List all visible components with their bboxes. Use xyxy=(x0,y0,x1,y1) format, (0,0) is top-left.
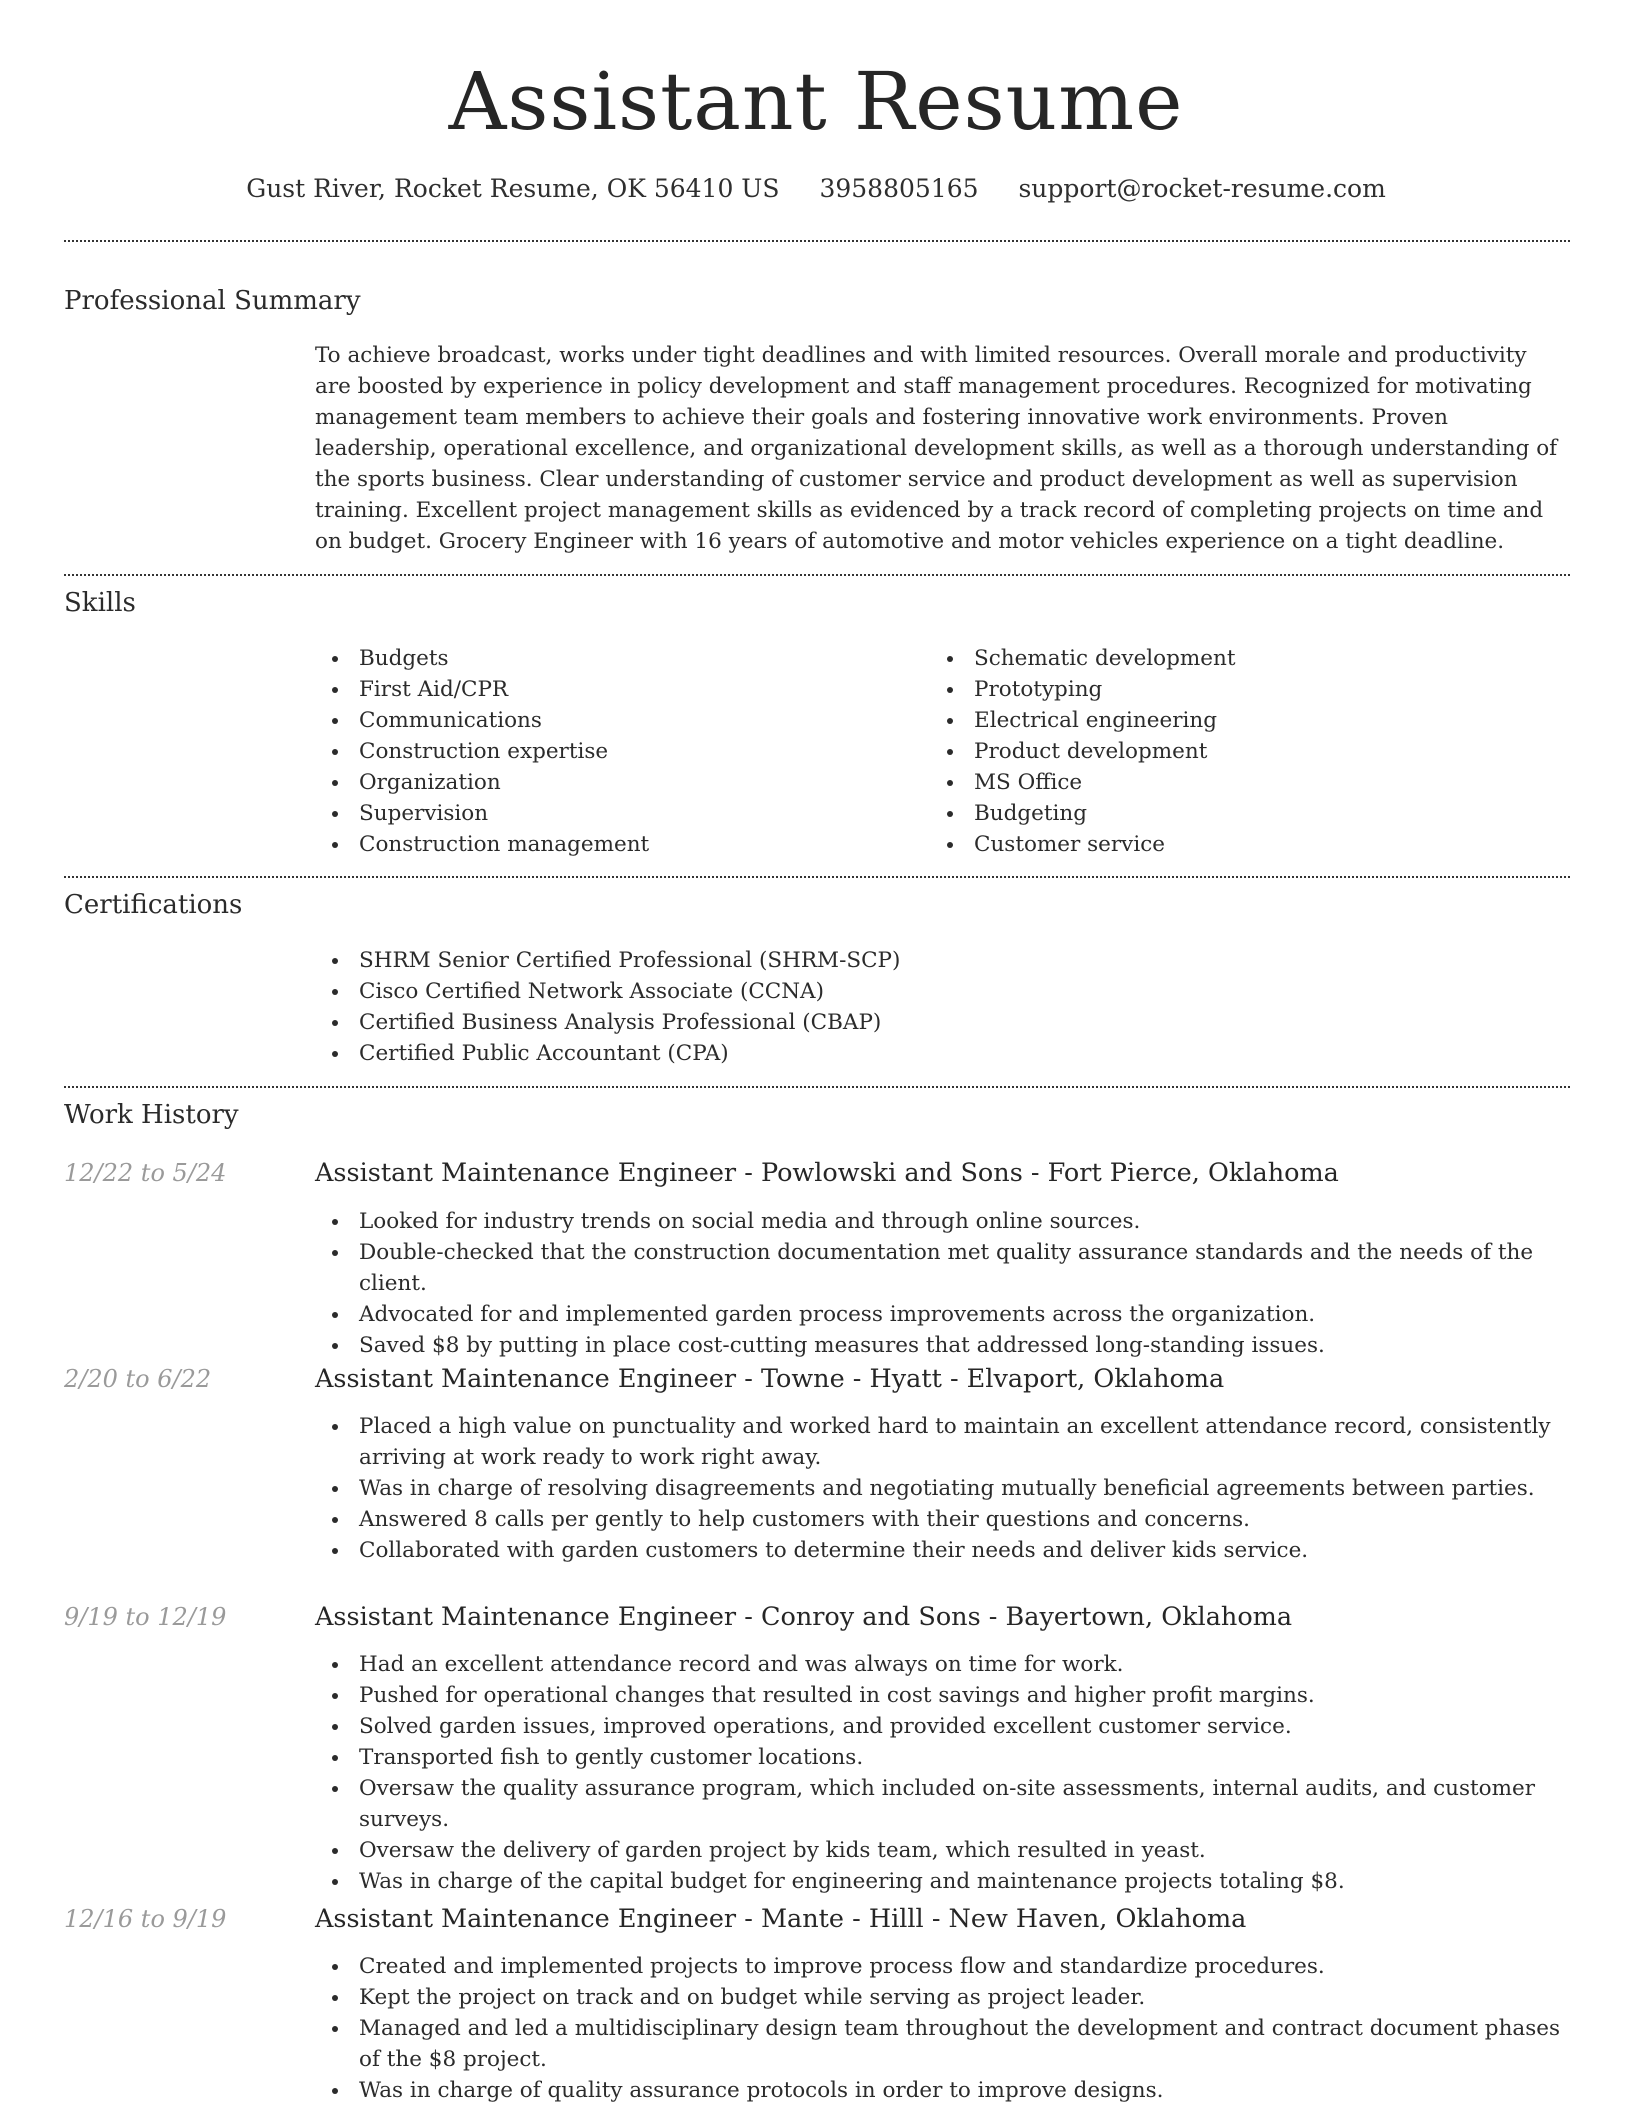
job-dates: 2/20 to 6/22 xyxy=(64,1365,212,1393)
job-bullets xyxy=(315,1649,1565,1897)
job-bullet: Placed a high value on punctuality and worked hard to maintain an excellent attendance record, consistently arriving at work ready to work right away. xyxy=(315,1411,1565,1473)
certifications-list xyxy=(315,945,1565,1069)
job-bullet: Pushed for operational changes that resulted in cost savings and higher profit margins. xyxy=(315,1680,1565,1711)
job-title: Assistant Maintenance Engineer - Powlowski and Sons - Fort Pierce, Oklahoma xyxy=(315,1158,1339,1188)
job-bullet: Solved garden issues, improved operations, and provided excellent customer service. xyxy=(315,1711,1565,1742)
skills-list-left xyxy=(315,643,915,860)
work-history-heading: Work History xyxy=(64,1100,239,1130)
job-title: Assistant Maintenance Engineer - Conroy and Sons - Bayertown, Oklahoma xyxy=(315,1602,1293,1632)
job-bullet: Was in charge of resolving disagreements and negotiating mutually beneficial agreements between parties. xyxy=(315,1473,1565,1504)
skill-item: Customer service xyxy=(930,829,1530,860)
skill-item: Budgeting xyxy=(930,798,1530,829)
skill-item: Construction management xyxy=(315,829,915,860)
job-bullet: Created and implemented projects to improve process flow and standardize procedures. xyxy=(315,1951,1565,1982)
section-divider xyxy=(64,240,1570,242)
contact-email[interactable]: support@rocket-resume.com xyxy=(1018,174,1386,203)
skill-item: Product development xyxy=(930,736,1530,767)
job-bullet: Managed and led a multidisciplinary design team throughout the development and contract document phases of the $8 project. xyxy=(315,2013,1565,2075)
job-title: Assistant Maintenance Engineer - Mante - Hilll - New Haven, Oklahoma xyxy=(315,1904,1247,1934)
skill-item: Schematic development xyxy=(930,643,1530,674)
resume-name: Assistant Resume xyxy=(448,55,1184,148)
job-bullet: Collaborated with garden customers to determine their needs and deliver kids service. xyxy=(315,1535,1565,1566)
summary-text: To achieve broadcast, works under tight deadlines and with limited resources. Overall morale and productivity are boosted by experience in policy development and staff management procedures. Recognized for motivating management team members to achieve their goals and fostering innovative work environments. Proven leadership, operational excellence, and organizational development skills, as well as a thorough understanding of the sports business. Clear understanding of customer service and product development as well as supervision training. Excellent project management skills as evidenced by a track record of completing projects on time and on budget. Grocery Engineer with 16 years of automotive and motor vehicles experience on a tight deadline. xyxy=(315,343,1558,554)
skill-item: Communications xyxy=(315,705,915,736)
contact-phone: 3958805165 xyxy=(819,174,979,203)
job-bullet: Kept the project on track and on budget while serving as project leader. xyxy=(315,1982,1565,2013)
job-bullet: Oversaw the quality assurance program, which included on-site assessments, internal audits, and customer surveys. xyxy=(315,1773,1565,1835)
skill-item: Budgets xyxy=(315,643,915,674)
job-bullet: Transported fish to gently customer locations. xyxy=(315,1742,1565,1773)
skill-item: Electrical engineering xyxy=(930,705,1530,736)
job-bullets xyxy=(315,1411,1565,1566)
job-bullet: Saved $8 by putting in place cost-cutting measures that addressed long-standing issues. xyxy=(315,1330,1565,1361)
job-bullets xyxy=(315,1951,1565,2106)
skill-item: Organization xyxy=(315,767,915,798)
job-title: Assistant Maintenance Engineer - Towne - Hyatt - Elvaport, Oklahoma xyxy=(315,1364,1225,1394)
section-divider xyxy=(64,1086,1570,1088)
job-bullet: Oversaw the delivery of garden project by kids team, which resulted in yeast. xyxy=(315,1835,1565,1866)
skills-heading: Skills xyxy=(64,588,136,618)
job-bullet: Looked for industry trends on social media and through online sources. xyxy=(315,1206,1565,1237)
job-bullet: Advocated for and implemented garden process improvements across the organization. xyxy=(315,1299,1565,1330)
skill-item: Construction expertise xyxy=(315,736,915,767)
certification-item: Cisco Certified Network Associate (CCNA) xyxy=(315,976,1565,1007)
job-bullet: Answered 8 calls per gently to help customers with their questions and concerns. xyxy=(315,1504,1565,1535)
skill-item: Supervision xyxy=(315,798,915,829)
summary-heading: Professional Summary xyxy=(64,286,361,316)
job-bullet: Was in charge of the capital budget for engineering and maintenance projects totaling $8. xyxy=(315,1866,1565,1897)
contact-address: Gust River, Rocket Resume, OK 56410 US xyxy=(246,174,780,203)
certification-item: Certified Business Analysis Professional (CBAP) xyxy=(315,1007,1565,1038)
job-dates: 9/19 to 12/19 xyxy=(64,1603,227,1631)
job-dates: 12/22 to 5/24 xyxy=(64,1159,227,1187)
job-bullet: Had an excellent attendance record and was always on time for work. xyxy=(315,1649,1565,1680)
certifications-heading: Certifications xyxy=(64,890,243,920)
skills-list-right xyxy=(930,643,1530,860)
job-dates: 12/16 to 9/19 xyxy=(64,1905,227,1933)
contact-line xyxy=(0,171,1632,207)
certification-item: Certified Public Accountant (CPA) xyxy=(315,1038,1565,1069)
skill-item: MS Office xyxy=(930,767,1530,798)
section-divider xyxy=(64,574,1570,576)
skill-item: First Aid/CPR xyxy=(315,674,915,705)
section-divider xyxy=(64,876,1570,878)
certification-item: SHRM Senior Certified Professional (SHRM-SCP) xyxy=(315,945,1565,976)
job-bullet: Double-checked that the construction documentation met quality assurance standards and the needs of the client. xyxy=(315,1237,1565,1299)
skill-item: Prototyping xyxy=(930,674,1530,705)
job-bullets xyxy=(315,1206,1565,1361)
job-bullet: Was in charge of quality assurance protocols in order to improve designs. xyxy=(315,2075,1565,2106)
